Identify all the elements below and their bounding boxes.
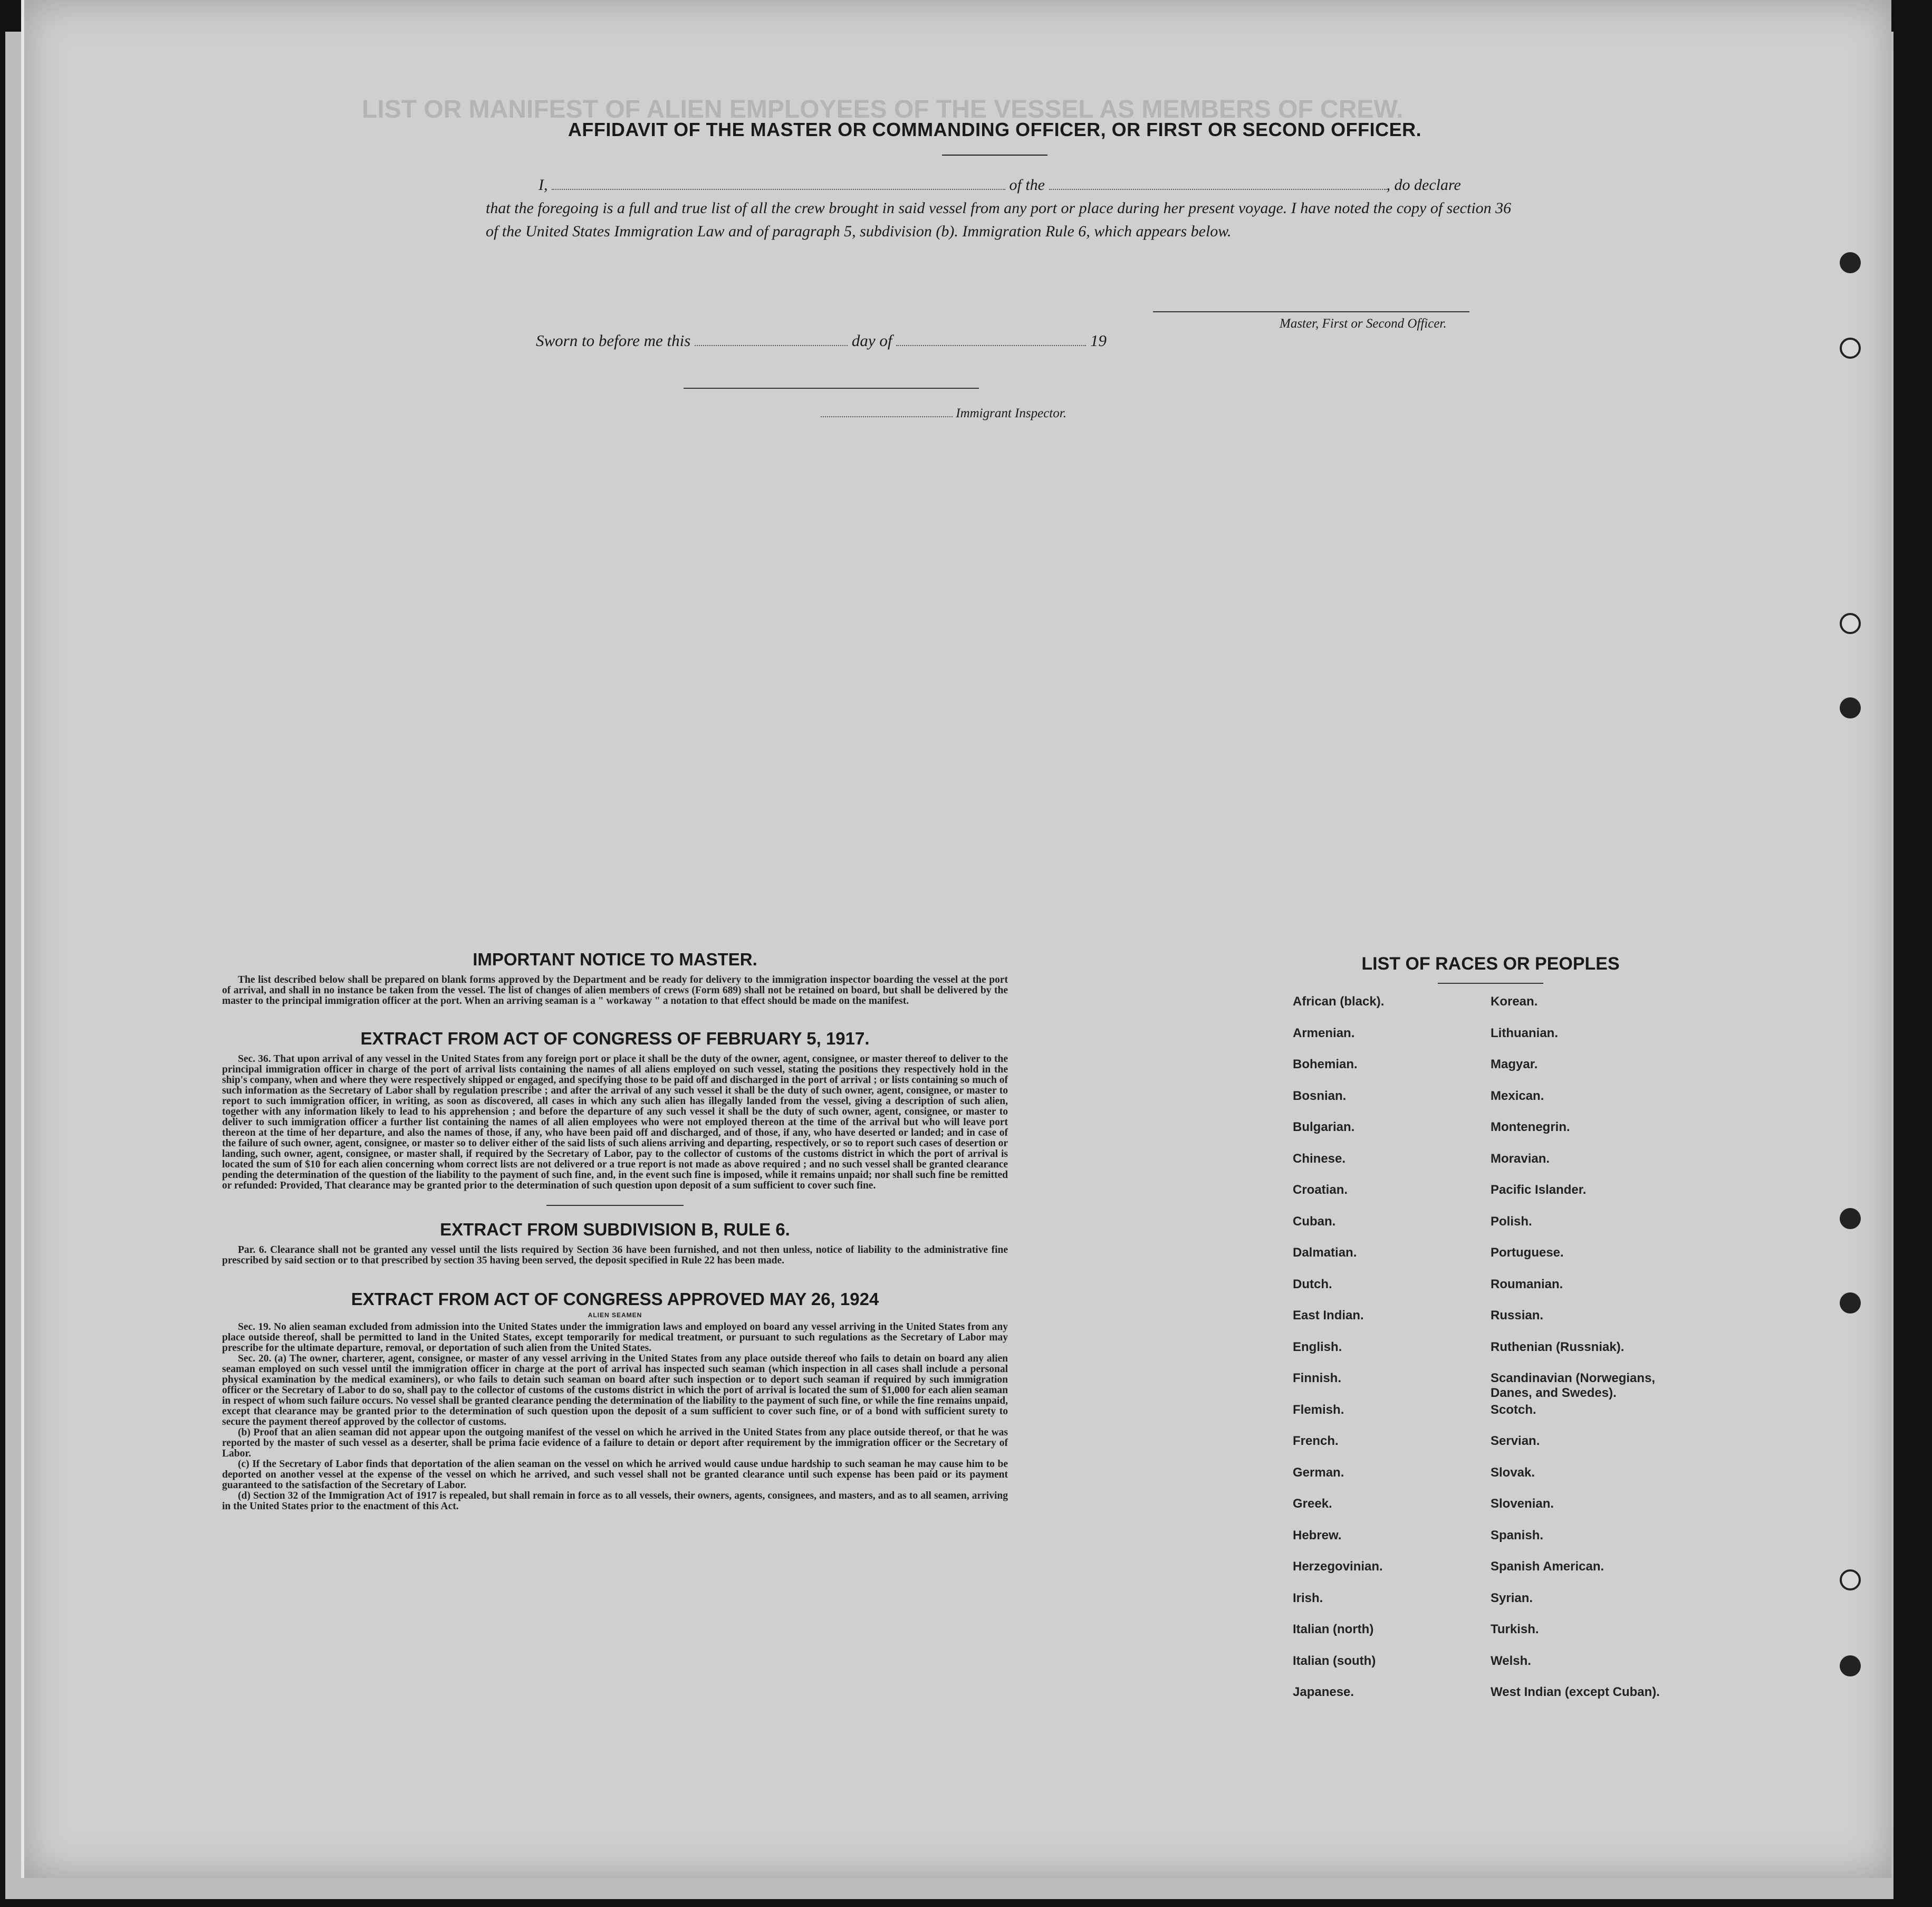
race-item: English. bbox=[1293, 1339, 1342, 1354]
race-item: Servian. bbox=[1491, 1434, 1540, 1448]
binder-hole bbox=[1840, 1569, 1861, 1590]
binder-hole bbox=[1840, 1208, 1861, 1229]
affidavit-title: AFFIDAVIT OF THE MASTER OR COMMANDING OFFICER, OR FIRST OR SECOND OFFICER. bbox=[568, 119, 1422, 140]
race-item: Spanish American. bbox=[1491, 1559, 1604, 1574]
extract-rule6-text: Par. 6. Clearance shall not be granted any vessel until the lists required by Section 36 have been furnished, and not then unless, notice of liability to the administrative fine prescribed by said section or to that prescribed by section 35 having been served, the deposit specified in Rule 22 has been made. bbox=[222, 1244, 1008, 1266]
races-columns bbox=[1290, 994, 1691, 1786]
race-item: Moravian. bbox=[1491, 1151, 1550, 1166]
race-item: Mexican. bbox=[1491, 1088, 1544, 1103]
race-item: Slovak. bbox=[1491, 1465, 1535, 1480]
signature-line[interactable] bbox=[1153, 311, 1469, 312]
race-item: French. bbox=[1293, 1434, 1339, 1448]
signature-label: Master, First or Second Officer. bbox=[1280, 317, 1447, 331]
manifest-page bbox=[21, 0, 1891, 1878]
race-item: Slovenian. bbox=[1491, 1497, 1554, 1511]
binder-hole bbox=[1840, 697, 1861, 718]
race-item: Scandinavian (Norwegians, Danes, and Swedes). bbox=[1491, 1371, 1656, 1400]
race-item: Russian. bbox=[1491, 1308, 1544, 1323]
race-item: Lithuanian. bbox=[1491, 1026, 1558, 1040]
race-item: Dalmatian. bbox=[1293, 1245, 1357, 1260]
race-item: West Indian (except Cuban). bbox=[1491, 1685, 1660, 1699]
extract-1924-paragraph: Sec. 19. No alien seaman excluded from admission into the United States under the immigration laws and employed on board any vessel arriving in the United States from any place outside thereof, shall be permitted to land in the United States, except temporarily for medical treatment, or pursuant to such regulations as the Secretary of Labor may prescribe for the ultimate departure, removal, or deportation of such alien from the United States. bbox=[222, 1321, 1008, 1354]
extract-rule6-title: EXTRACT FROM SUBDIVISION B, RULE 6. bbox=[440, 1220, 790, 1239]
binder-hole bbox=[1840, 252, 1861, 273]
race-item: Roumanian. bbox=[1491, 1277, 1563, 1291]
race-item: Pacific Islander. bbox=[1491, 1183, 1587, 1197]
inspector-line bbox=[821, 406, 1066, 421]
notices-column bbox=[222, 950, 1008, 1512]
extract-1924-title: EXTRACT FROM ACT OF CONGRESS APPROVED MAY 26, 1924 bbox=[351, 1289, 879, 1309]
affidavit-i: I, bbox=[539, 176, 548, 194]
bleedthrough-title: LIST OR MANIFEST OF ALIEN EMPLOYEES OF THE VESSEL AS MEMBERS OF CREW. bbox=[362, 95, 1404, 123]
binder-hole bbox=[1840, 1655, 1861, 1676]
binder-hole bbox=[1840, 338, 1861, 359]
sworn-year: 19 bbox=[1090, 331, 1107, 350]
divider bbox=[942, 155, 1047, 156]
races-right-column bbox=[1491, 994, 1733, 1717]
race-item: Greek. bbox=[1293, 1497, 1332, 1511]
inspector-label: Immigrant Inspector. bbox=[956, 406, 1066, 420]
affidavit-of-the: of the bbox=[1009, 176, 1045, 194]
affidavit-declare: , do declare bbox=[1386, 176, 1461, 194]
extract-1924-paragraph: (c) If the Secretary of Labor finds that deportation of the alien seaman on the vessel on which he arrived would cause undue hardship to such seaman he may cause him to be deported on another vessel at the expense of the vessel on which he arrived, and such vessel shall not be granted clearance until such expense has been paid or its payment guaranteed to the satisfaction of the Secretary of Labor. bbox=[222, 1459, 1008, 1491]
race-item: Montenegrin. bbox=[1491, 1120, 1570, 1134]
race-item: Hebrew. bbox=[1293, 1528, 1342, 1542]
divider bbox=[546, 1205, 684, 1206]
race-item: African (black). bbox=[1293, 994, 1385, 1009]
extract-1924-paragraph: Sec. 20. (a) The owner, charterer, agent, consignee, or master of any vessel arriving in the United States from any place outside thereof who fails to detain on board any alien seaman employed on such vessel until the immigration officer in charge at the port of arrival has inspected such seaman (which inspection in all cases shall include a personal physical examination by the medical examiners), or who fails to detain such seaman on board after such inspection or to deport such seaman if required by such immigration officer or the Secretary of Labor to do so, shall pay to the collector of customs of the customs district in which the port of arrival is located the sum of $1,000 for each alien seaman in respect of whom such failure occurs. No vessel shall be granted clearance pending the determination of the liability to the payment of such fine, or while the fine remains unpaid, except that clearance may be granted prior to the determination of such question upon the deposit of a sum sufficient to cover such fine, or of a bond with sufficient surety to secure the payment thereof approved by the collector of customs. bbox=[222, 1353, 1008, 1427]
races-list bbox=[1290, 954, 1691, 1786]
race-item: Turkish. bbox=[1491, 1622, 1539, 1636]
binder-hole bbox=[1840, 613, 1861, 634]
race-item: Chinese. bbox=[1293, 1151, 1346, 1166]
race-item: Armenian. bbox=[1293, 1026, 1355, 1040]
sworn-line bbox=[536, 331, 1107, 350]
race-item: Finnish. bbox=[1293, 1371, 1341, 1385]
race-item: Herzegovinian. bbox=[1293, 1559, 1383, 1574]
race-item: Italian (north) bbox=[1293, 1622, 1374, 1636]
race-item: Syrian. bbox=[1491, 1590, 1533, 1605]
sworn-day-field[interactable] bbox=[695, 331, 848, 346]
race-item: Scotch. bbox=[1491, 1402, 1536, 1417]
race-item: Ruthenian (Russniak). bbox=[1491, 1339, 1625, 1354]
race-item: Croatian. bbox=[1293, 1183, 1348, 1197]
race-item: Italian (south) bbox=[1293, 1653, 1376, 1668]
race-item: Polish. bbox=[1491, 1214, 1532, 1229]
race-item: Bulgarian. bbox=[1293, 1120, 1355, 1134]
race-item: Irish. bbox=[1293, 1590, 1323, 1605]
race-item: Spanish. bbox=[1491, 1528, 1544, 1542]
race-item: Portuguese. bbox=[1491, 1245, 1564, 1260]
race-item: German. bbox=[1293, 1465, 1344, 1480]
race-item: Korean. bbox=[1491, 994, 1538, 1009]
race-item: East Indian. bbox=[1293, 1308, 1364, 1323]
sworn-month-field[interactable] bbox=[896, 331, 1086, 346]
race-item: Magyar. bbox=[1491, 1057, 1538, 1071]
officer-name-field[interactable] bbox=[552, 175, 1005, 190]
sworn-day-of: day of bbox=[851, 331, 892, 350]
race-item: Cuban. bbox=[1293, 1214, 1336, 1229]
inspector-field[interactable] bbox=[821, 407, 953, 417]
vessel-name-field[interactable] bbox=[1049, 175, 1387, 190]
race-item: Japanese. bbox=[1293, 1685, 1354, 1699]
races-title: LIST OF RACES OR PEOPLES bbox=[1361, 954, 1620, 974]
divider bbox=[1438, 983, 1543, 984]
race-item: Bohemian. bbox=[1293, 1057, 1358, 1071]
extract-1924-paragraph: (b) Proof that an alien seaman did not appear upon the outgoing manifest of the vessel on which he arrived in the United States from any place outside thereof, or that he was reported by the master of such vessel as a deserter, shall be prima facie evidence of a failure to detain or deport after requirement by the immigration officer or the Secretary of Labor. bbox=[222, 1427, 1008, 1459]
extract-1917-title: EXTRACT FROM ACT OF CONGRESS OF FEBRUARY 5, 1917. bbox=[360, 1029, 870, 1048]
race-item: Bosnian. bbox=[1293, 1088, 1347, 1103]
race-item: Dutch. bbox=[1293, 1277, 1332, 1291]
race-item: Flemish. bbox=[1293, 1402, 1344, 1417]
extract-1924-paragraph: (d) Section 32 of the Immigration Act of 1917 is repealed, but shall remain in force as to all vessels, their owners, agents, consignees, and masters, and as to all seamen, arriving in the United States prior to the enactment of this Act. bbox=[222, 1490, 1008, 1512]
sworn-prefix: Sworn to before me this bbox=[536, 331, 691, 350]
binder-hole bbox=[1840, 1292, 1861, 1314]
affidavit-body: that the foregoing is a full and true list of all the crew brought in said vessel from any port or place during her present voyage. I have noted the copy of section 36 of the United States Immigration Law and of paragraph 5, subdivision (b). Immigration Rule 6, which appears below. bbox=[486, 199, 1512, 240]
notice-text: The list described below shall be prepared on blank forms approved by the Department and be ready for delivery to the immigration inspector boarding the vessel at the port of arrival, and shall in no instance be taken from the vessel. The list of changes of alien members of crews (Form 689) shall not be retained on board, but shall be delivered by the master to the principal immigration officer at the port. When an arriving seaman is a " workaway " a notation to that effect should be made on the manifest. bbox=[222, 974, 1008, 1007]
affidavit-block bbox=[467, 119, 1522, 243]
inspector-signature-line[interactable] bbox=[684, 388, 979, 389]
affidavit-declaration-line bbox=[539, 174, 1522, 197]
notice-title: IMPORTANT NOTICE TO MASTER. bbox=[473, 950, 757, 969]
extract-1924-subtitle: ALIEN SEAMEN bbox=[588, 1311, 642, 1319]
extract-1917-text: Sec. 36. That upon arrival of any vessel in the United States from any foreign port or place it shall be the duty of the owner, agent, consignee, or master thereof to deliver to the principal immigration officer in charge of the port of arrival lists containing the names of all aliens employed on such vessel, stating the positions they respectively hold in the ship's company, when and where they were respectively shipped or engaged, and specifying those to be paid off and discharged in the port of arrival ; or lists containing so much of such information as the Secretary of Labor shall by regulation prescribe ; and after the arrival of any such vessel it shall be the duty of such owner, agent, consignee, or master to report to such immigration officer, in writing, as soon as discovered, all cases in which any such alien has illegally landed from the vessel, giving a description of such alien, together with any information likely to lead to his apprehension ; and before the departure of any such vessel it shall be the duty of such owner, agent, consignee, or master to deliver to such immigration officer a further list containing the names of all alien employees who were not employed thereon at the time of the arrival but who will leave port thereon at the time of her departure, and also the names of those, if any, who have been paid off and discharged, and of those, if any, who have deserted or landed; and in case of the failure of such owner, agent, consignee, or master so to deliver either of the said lists of such aliens arriving and departing, respectively, or so to report such cases of desertion or landing, such owner, agent, consignee, or master shall, if required by the Secretary of Labor, pay to the collector of customs of the customs district in which the port of arrival is located the sum of $10 for each alien concerning whom correct lists are not delivered or a true report is not made as above required ; and no such vessel shall be granted clearance pending the determination of the question of the liability to the payment of such fine, and, in the event such fine is imposed, while it remains unpaid; nor shall such fine be remitted or refunded: Provided, That clearance may be granted prior to the determination of such question upon deposit of a sum sufficient to cover such fine. bbox=[222, 1053, 1008, 1191]
races-left-column bbox=[1293, 994, 1483, 1717]
race-item: Welsh. bbox=[1491, 1653, 1531, 1668]
